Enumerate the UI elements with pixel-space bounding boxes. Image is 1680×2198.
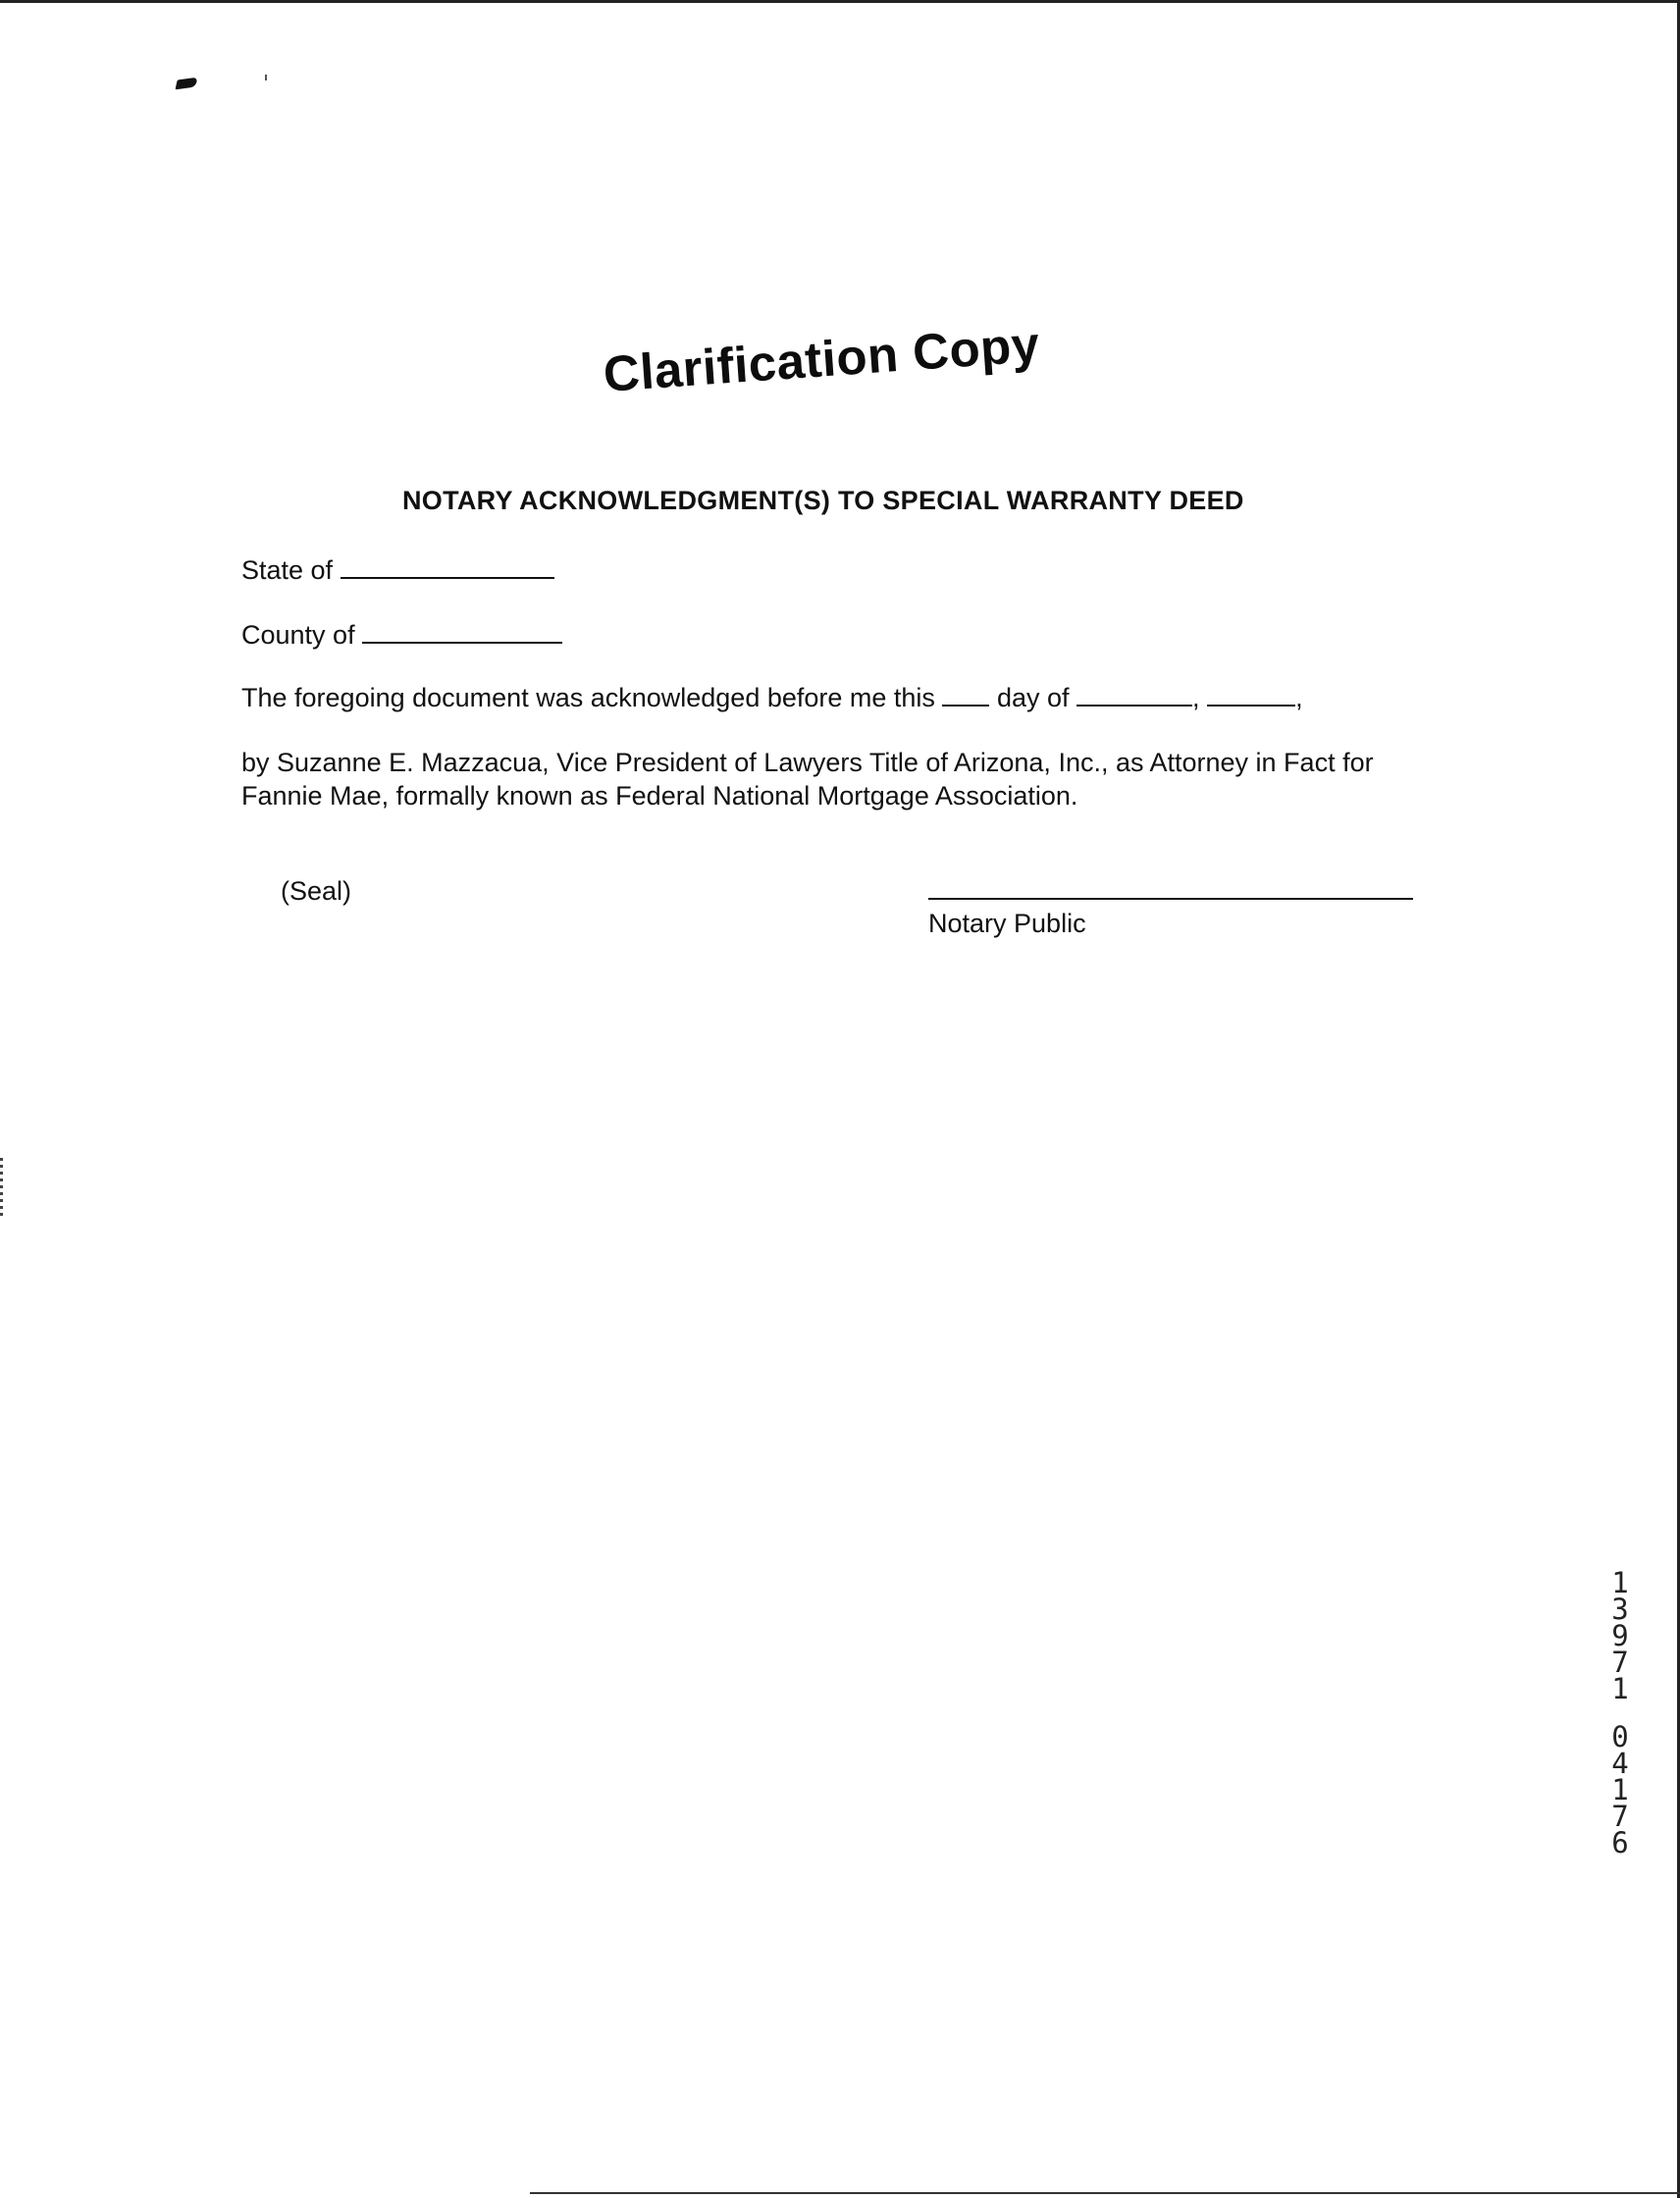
scan-edge-bottom	[530, 2192, 1680, 2194]
acknowledgment-line	[241, 683, 1303, 713]
notary-public-label: Notary Public	[928, 909, 1086, 938]
acknowledgment-paragraph: by Suzanne E. Mazzacua, Vice President of Lawyers Title of Arizona, Inc., as Attorney in Fact for Fannie Mae, formally known as Federal National Mortgage Association.	[241, 748, 1374, 811]
state-line	[241, 555, 554, 586]
signature-line[interactable]	[928, 898, 1413, 900]
recording-digit: 9	[1611, 1619, 1629, 1652]
day-of-label: day of	[996, 683, 1070, 712]
county-label: County of	[241, 620, 355, 650]
recording-digit: 7	[1611, 1800, 1629, 1833]
state-label: State of	[241, 555, 334, 585]
scan-edge-left	[0, 1158, 3, 1217]
acknowledgment-prefix: The foregoing document was acknowledged before me this	[241, 683, 935, 712]
recording-digit: 4	[1611, 1747, 1629, 1780]
comma-2: ,	[1295, 683, 1303, 712]
scan-edge-top	[0, 0, 1680, 3]
recording-digit: 7	[1611, 1646, 1629, 1679]
scan-dot	[265, 75, 267, 80]
recording-digit: 1	[1611, 1773, 1629, 1806]
comma-1: ,	[1192, 683, 1200, 712]
recording-digit: 0	[1611, 1720, 1629, 1753]
day-blank[interactable]	[942, 701, 989, 706]
recording-digit: 6	[1611, 1826, 1629, 1859]
recording-digit: 3	[1611, 1593, 1629, 1626]
scan-mark-icon	[175, 78, 197, 90]
document-title: NOTARY ACKNOWLEDGMENT(S) TO SPECIAL WARRANTY DEED	[402, 486, 1244, 515]
seal-label: (Seal)	[281, 876, 352, 906]
recording-number	[1605, 1566, 1635, 1859]
year-blank[interactable]	[1207, 701, 1295, 706]
recording-digit: 1	[1611, 1672, 1629, 1705]
county-blank[interactable]	[362, 638, 562, 644]
clarification-stamp: Clarification Copy	[602, 316, 1042, 402]
state-blank[interactable]	[341, 573, 554, 579]
month-blank[interactable]	[1076, 701, 1192, 706]
recording-digit: 1	[1611, 1566, 1629, 1599]
county-line	[241, 620, 562, 651]
